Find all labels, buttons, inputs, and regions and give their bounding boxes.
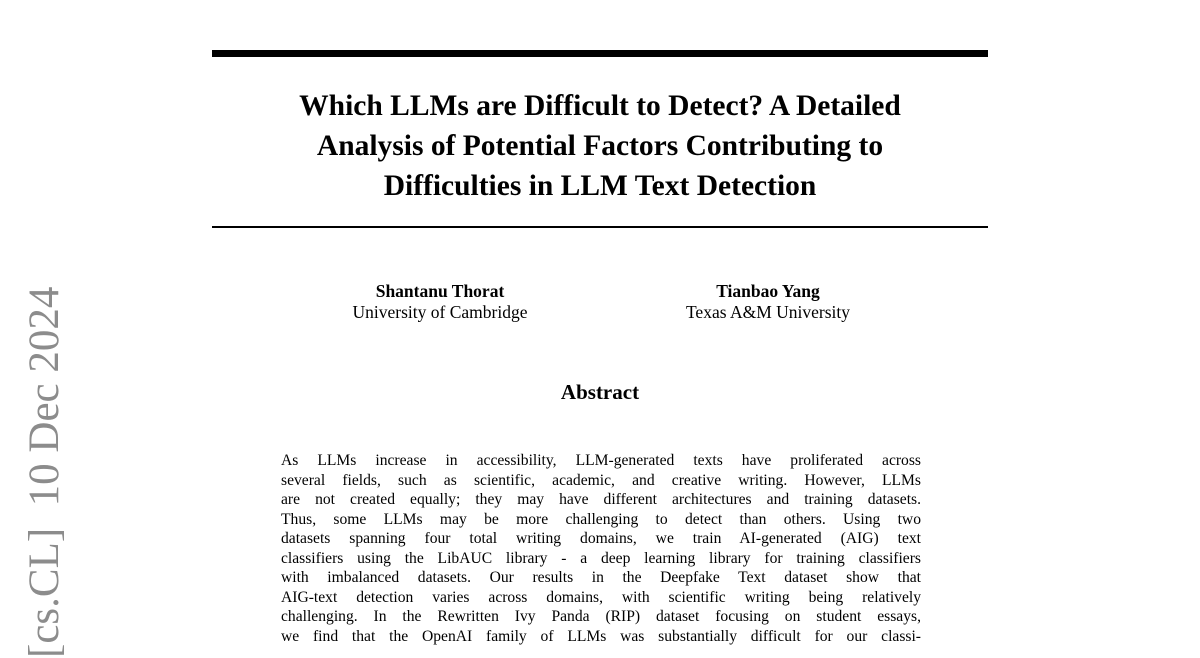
author-affiliation: University of Cambridge	[352, 302, 528, 322]
paper-title	[212, 86, 988, 206]
author-block-2	[628, 281, 908, 323]
title-line: Analysis of Potential Factors Contributing to	[316, 130, 884, 162]
author-name: Shantanu Thorat	[375, 281, 505, 301]
arxiv-category: [cs.CL]	[21, 527, 68, 658]
abstract-line: several fields, such as scientific, academic, and creative writing. However, LLMs	[281, 471, 921, 489]
abstract-line: challenging. In the Rewritten Ivy Panda (RIP) dataset focusing on student essays,	[281, 608, 921, 625]
title-line: Which LLMs are Difficult to Detect? A Detailed	[299, 90, 901, 122]
author-block-1	[300, 281, 580, 323]
title-top-rule	[212, 50, 988, 57]
abstract-line: classifiers using the LibAUC library - a deep learning library for training classifiers	[281, 549, 921, 567]
abstract-body	[281, 451, 921, 646]
abstract-line: As LLMs increase in accessibility, LLM-generated texts have proliferated across	[281, 452, 921, 469]
title-bottom-rule	[212, 226, 988, 228]
abstract-line: Thus, some LLMs may be more challenging to detect than others. Using two	[281, 510, 921, 528]
arxiv-side-stamp	[18, 287, 72, 658]
abstract-line: AIG-text detection varies across domains, with scientific writing being relatively	[281, 588, 921, 606]
author-affiliation: Texas A&M University	[685, 302, 851, 322]
abstract-line: with imbalanced datasets. Our results in the Deepfake Text dataset show that	[281, 569, 921, 586]
abstract-line: we find that the OpenAI family of LLMs was substantially difficult for our classi-	[281, 627, 921, 645]
abstract-heading: Abstract	[560, 380, 640, 404]
arxiv-date: 10 Dec 2024	[21, 286, 68, 507]
title-line: Difficulties in LLM Text Detection	[383, 170, 817, 202]
abstract-line: datasets spanning four total writing domains, we train AI-generated (AIG) text	[281, 530, 921, 547]
abstract-line: are not created equally; they may have different architectures and training datasets.	[281, 491, 921, 508]
author-name: Tianbao Yang	[716, 281, 820, 301]
